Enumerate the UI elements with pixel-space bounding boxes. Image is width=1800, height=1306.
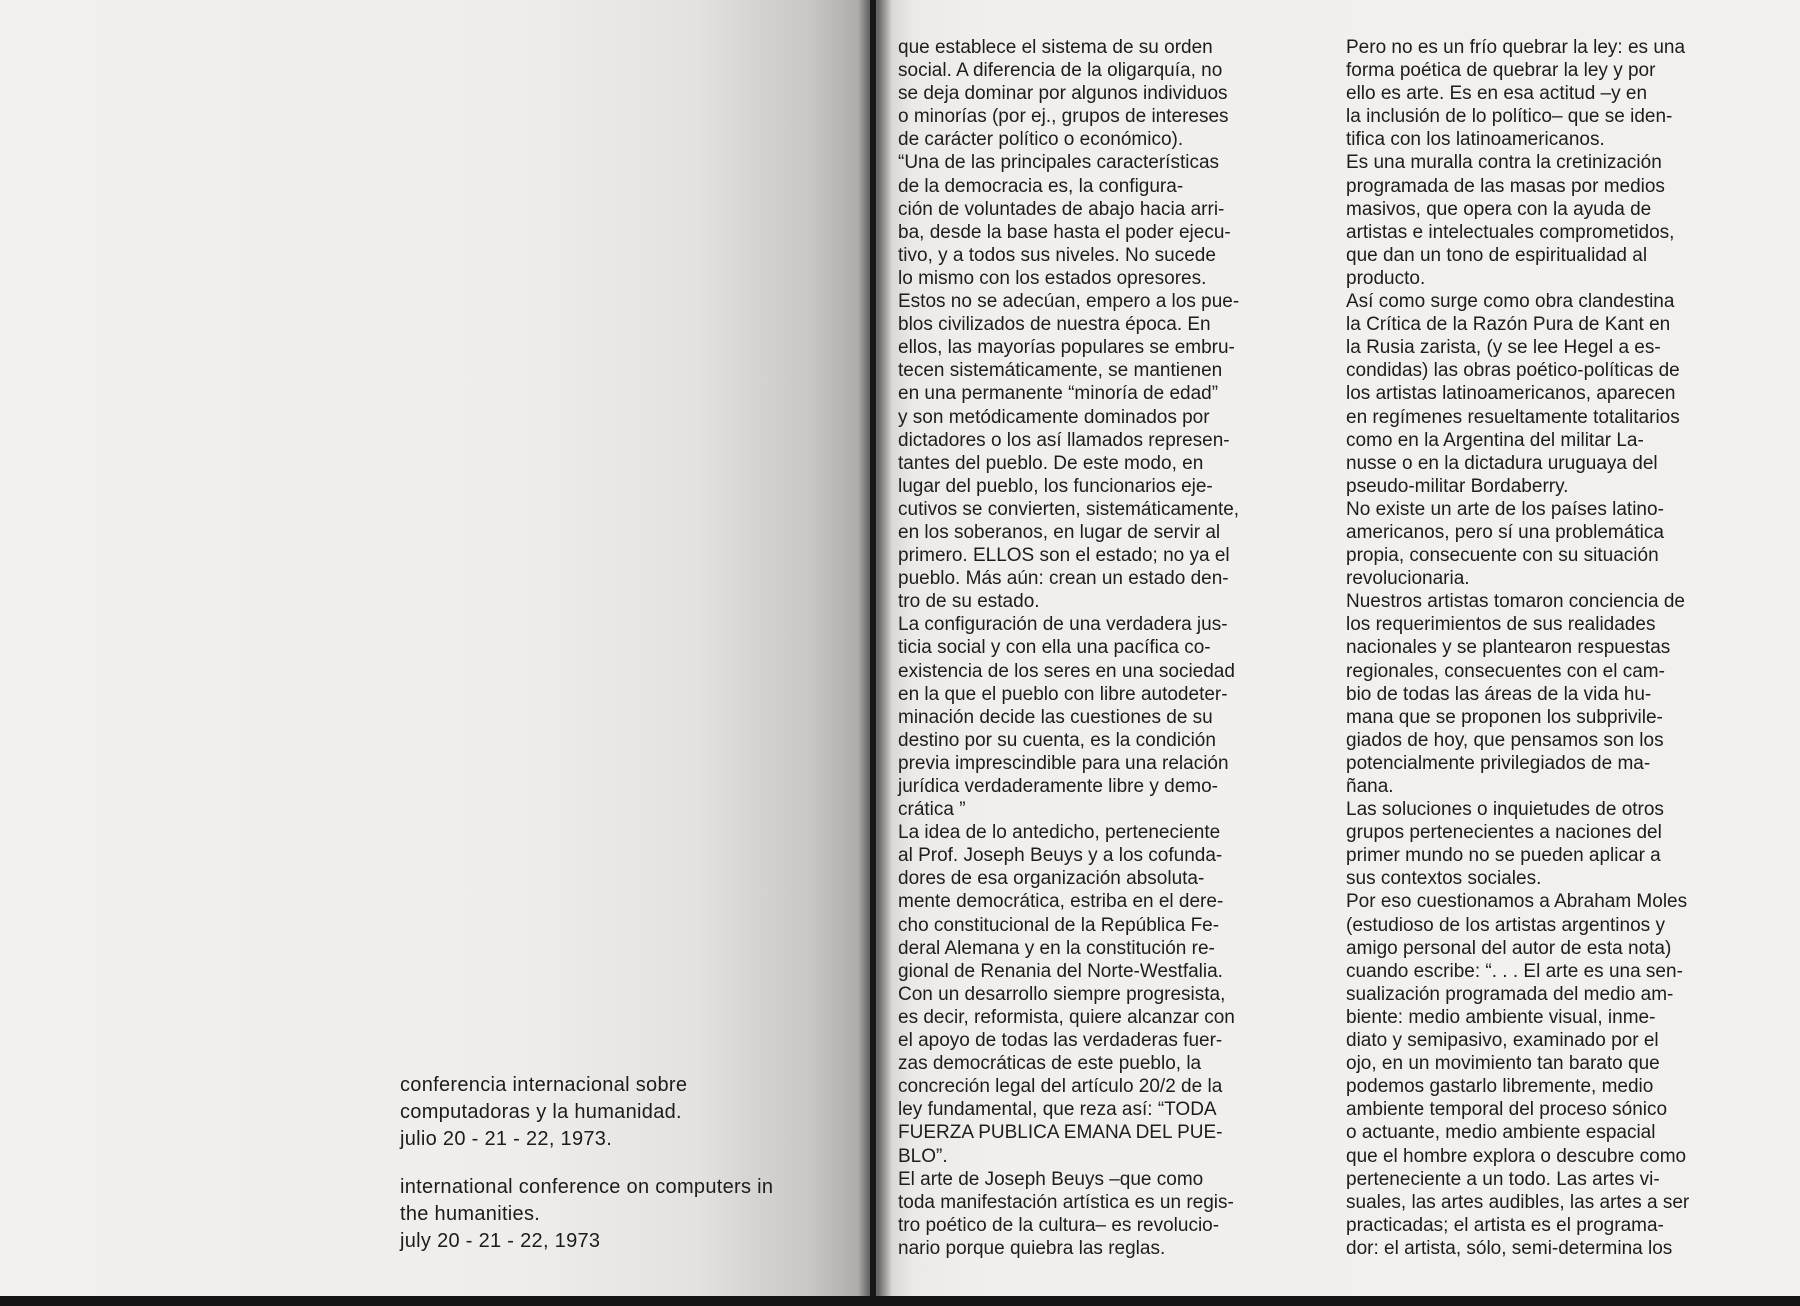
text-line: o minorías (por ej., grupos de intereses: [898, 106, 1229, 128]
text-line: Por eso cuestionamos a Abraham Moles: [1346, 891, 1688, 913]
text-line: pueblo. Más aún: crean un estado den-: [898, 568, 1229, 590]
text-line: en una permanente “minoría de edad”: [898, 383, 1219, 405]
text-line: minación decide las cuestiones de su: [898, 706, 1213, 728]
text-line: condidas) las obras poético-políticas de: [1346, 360, 1680, 382]
text-line: producto.: [1346, 267, 1426, 289]
text-line: dores de esa organización absoluta-: [898, 868, 1205, 890]
text-line: lo mismo con los estados opresores.: [898, 267, 1207, 289]
text-line: bio de todas las áreas de la vida hu-: [1346, 683, 1652, 705]
text-line: ñana.: [1346, 776, 1394, 797]
text-line: los artistas latinoamericanos, aparecen: [1346, 383, 1676, 405]
text-line: mana que se proponen los subprivile-: [1346, 706, 1663, 728]
imprint-spanish: [400, 1072, 840, 1153]
text-line: tivo, y a todos sus niveles. No sucede: [898, 244, 1216, 266]
text-line: tro de su estado.: [898, 591, 1040, 613]
text-line: propia, consecuente con su situación: [1346, 545, 1659, 567]
text-line: cho constitucional de la República Fe-: [898, 914, 1220, 936]
text-line: podemos gastarlo libremente, medio: [1346, 1076, 1654, 1098]
text-line: cutivos se convierten, sistemáticamente,: [898, 498, 1240, 520]
text-line: ley fundamental, que reza así: “TODA: [898, 1099, 1217, 1121]
text-line: como en la Argentina del militar La-: [1346, 429, 1644, 451]
text-line: la Rusia zarista, (y se lee Hegel a es-: [1346, 337, 1661, 359]
text-line: sus contextos sociales.: [1346, 868, 1542, 890]
text-line: concreción legal del artículo 20/2 de la: [898, 1076, 1223, 1098]
text-line: giados de hoy, que pensamos son los: [1346, 729, 1664, 751]
text-line: La configuración de una verdadera jus-: [898, 614, 1228, 636]
text-line: la Crítica de la Razón Pura de Kant en: [1346, 314, 1671, 336]
text-line: ello es arte. Es en esa actitud –y en: [1346, 83, 1648, 105]
text-line: se deja dominar por algunos individuos: [898, 83, 1228, 105]
text-line: previa imprescindible para una relación: [898, 752, 1229, 774]
text-line: o actuante, medio ambiente espacial: [1346, 1122, 1656, 1144]
text-line: ambiente temporal del proceso sónico: [1346, 1099, 1668, 1121]
text-line: toda manifestación artística es un regis-: [898, 1191, 1234, 1213]
text-line: Así como surge como obra clandestina: [1346, 291, 1675, 313]
text-line: ellos, las mayorías populares se embru-: [898, 337, 1235, 359]
text-line: de carácter político o económico).: [898, 129, 1184, 151]
text-line: dor: el artista, sólo, semi-determina los: [1346, 1237, 1673, 1259]
left-page: [0, 0, 870, 1306]
bottom-edge: [0, 1296, 1800, 1306]
text-line: No existe un arte de los países latino-: [1346, 498, 1664, 520]
text-line: biente: medio ambiente visual, inme-: [1346, 1006, 1656, 1028]
imprint-line: july 20 - 21 - 22, 1973: [400, 1230, 601, 1252]
text-line: forma poética de quebrar la ley y por: [1346, 60, 1656, 82]
text-line: en regímenes resueltamente totalitarios: [1346, 406, 1680, 428]
text-line: Las soluciones o inquietudes de otros: [1346, 799, 1664, 821]
text-line: primero. ELLOS son el estado; no ya el: [898, 545, 1230, 567]
text-line: practicadas; el artista es el programa-: [1346, 1214, 1664, 1236]
imprint-english: [400, 1174, 840, 1255]
imprint-line: computadoras y la humanidad.: [400, 1101, 682, 1123]
text-line: La idea de lo antedicho, perteneciente: [898, 822, 1221, 844]
text-line: Estos no se adecúan, empero a los pue-: [898, 291, 1240, 313]
text-line: programada de las masas por medios: [1346, 175, 1665, 197]
text-line: FUERZA PUBLICA EMANA DEL PUE-: [898, 1122, 1223, 1144]
text-line: primer mundo no se pueden aplicar a: [1346, 845, 1661, 867]
text-line: en los soberanos, en lugar de servir al: [898, 521, 1221, 543]
text-line: Es una muralla contra la cretinización: [1346, 152, 1662, 174]
text-line: nario porque quiebra las reglas.: [898, 1237, 1166, 1259]
text-line: que establece el sistema de su orden: [898, 37, 1213, 58]
text-line: regionales, consecuentes con el cam-: [1346, 660, 1665, 682]
text-line: social. A diferencia de la oligarquía, no: [898, 60, 1223, 82]
text-line: los requerimientos de sus realidades: [1346, 614, 1656, 636]
text-line: potencialmente privilegiados de ma-: [1346, 752, 1651, 774]
text-line: el apoyo de todas las verdaderas fuer-: [898, 1030, 1223, 1052]
imprint-line: international conference on computers in: [400, 1176, 774, 1198]
text-line: sualización programada del medio am-: [1346, 983, 1674, 1005]
text-line: amigo personal del autor de esta nota): [1346, 937, 1672, 959]
text-line: existencia de los seres en una sociedad: [898, 660, 1235, 682]
text-line: Pero no es un frío quebrar la ley: es una: [1346, 37, 1686, 58]
text-line: americanos, pero sí una problemática: [1346, 521, 1664, 543]
text-line: Con un desarrollo siempre progresista,: [898, 983, 1226, 1005]
text-line: BLO”.: [898, 1145, 948, 1167]
text-line: ción de voluntades de abajo hacia arri-: [898, 198, 1225, 220]
text-line: de la democracia es, la configura-: [898, 175, 1184, 197]
text-line: nusse o en la dictadura uruguaya del: [1346, 452, 1658, 474]
text-line: mente democrática, estriba en el dere-: [898, 891, 1224, 913]
text-line: ojo, en un movimiento tan barato que: [1346, 1053, 1660, 1075]
text-line: y son metódicamente dominados por: [898, 406, 1210, 428]
text-line: (estudioso de los artistas argentinos y: [1346, 914, 1665, 936]
text-line: tantes del pueblo. De este modo, en: [898, 452, 1204, 474]
text-line: zas democráticas de este pueblo, la: [898, 1053, 1202, 1075]
text-line: que el hombre explora o descubre como: [1346, 1145, 1687, 1167]
text-line: lugar del pueblo, los funcionarios eje-: [898, 475, 1213, 497]
text-line: crática ”: [898, 799, 966, 821]
text-line: perteneciente a un todo. Las artes vi-: [1346, 1168, 1660, 1190]
text-line: gional de Renania del Norte-Westfalia.: [898, 960, 1223, 982]
text-line: nacionales y se plantearon respuestas: [1346, 637, 1671, 659]
imprint-line: the humanities.: [400, 1203, 541, 1225]
text-line: cuando escribe: “. . . El arte es una sen-: [1346, 960, 1683, 982]
text-line: El arte de Joseph Beuys –que como: [898, 1168, 1204, 1190]
text-line: suales, las artes audibles, las artes a ser: [1346, 1191, 1690, 1213]
text-line: tro poético de la cultura– es revolucio-: [898, 1214, 1220, 1236]
imprint-line: julio 20 - 21 - 22, 1973.: [400, 1128, 613, 1150]
imprint-line: conferencia internacional sobre: [400, 1074, 688, 1096]
text-line: revolucionaria.: [1346, 568, 1470, 590]
text-line: pseudo-militar Bordaberry.: [1346, 475, 1569, 497]
text-line: deral Alemana y en la constitución re-: [898, 937, 1215, 959]
text-line: blos civilizados de nuestra época. En: [898, 314, 1211, 336]
text-line: ticia social y con ella una pacífica co-: [898, 637, 1211, 659]
text-line: jurídica verdaderamente libre y demo-: [898, 776, 1218, 797]
text-line: destino por su cuenta, es la condición: [898, 729, 1216, 751]
text-line: ba, desde la base hasta el poder ejecu-: [898, 221, 1231, 243]
text-column-2: [1346, 36, 1756, 1260]
book-gutter: [858, 0, 892, 1306]
text-line: es decir, reformista, quiere alcanzar con: [898, 1006, 1235, 1028]
text-line: tecen sistemáticamente, se mantienen: [898, 360, 1223, 382]
text-line: diato y semipasivo, examinado por el: [1346, 1030, 1659, 1052]
text-line: la inclusión de lo político– que se iden-: [1346, 106, 1673, 128]
text-line: masivos, que opera con la ayuda de: [1346, 198, 1652, 220]
text-column-1: [898, 36, 1294, 1260]
text-line: tifica con los latinoamericanos.: [1346, 129, 1605, 151]
text-line: artistas e intelectuales comprometidos,: [1346, 221, 1675, 243]
text-line: en la que el pueblo con libre autodeter-: [898, 683, 1228, 705]
text-line: “Una de las principales características: [898, 152, 1220, 174]
text-line: Nuestros artistas tomaron conciencia de: [1346, 591, 1685, 613]
text-line: grupos pertenecientes a naciones del: [1346, 822, 1662, 844]
text-line: al Prof. Joseph Beuys y a los cofunda-: [898, 845, 1223, 867]
text-line: que dan un tono de espiritualidad al: [1346, 244, 1648, 266]
text-line: dictadores o los así llamados represen-: [898, 429, 1230, 451]
